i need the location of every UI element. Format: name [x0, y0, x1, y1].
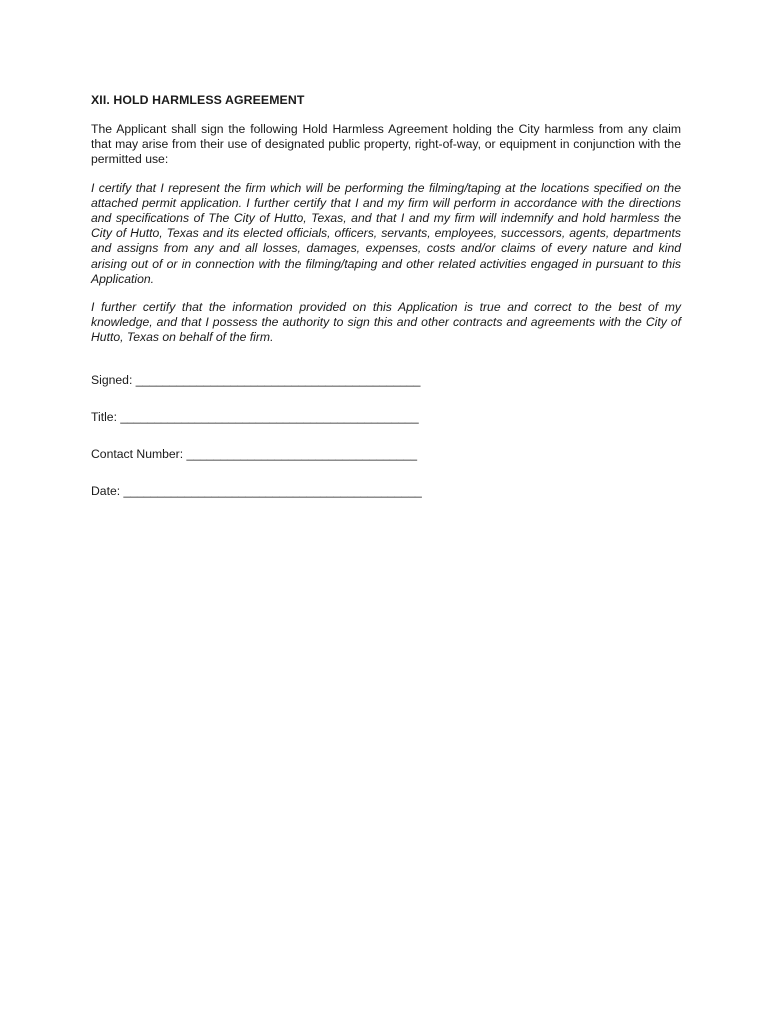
signed-line[interactable]: __________________________________________	[135, 372, 421, 387]
date-label: Date:	[91, 483, 121, 498]
title-field[interactable]	[91, 410, 681, 425]
title-label: Title:	[91, 409, 117, 424]
date-line[interactable]: ____________________________________________	[123, 483, 422, 498]
date-field[interactable]	[91, 484, 681, 499]
hold-harmless-section	[91, 92, 681, 521]
signed-field[interactable]	[91, 373, 681, 388]
certification-paragraph-2: I further certify that the information provided on this Application is true and correct to the best of my knowledge, and that I possess the authority to sign this and other contracts and agreements with the City of Hutto, Texas on behalf of the firm.	[91, 300, 681, 345]
contact-number-field[interactable]	[91, 447, 681, 462]
title-line[interactable]: ____________________________________________	[120, 409, 419, 424]
section-heading: XII. HOLD HARMLESS AGREEMENT	[91, 93, 305, 107]
signed-label: Signed:	[91, 372, 133, 387]
contact-number-line[interactable]: __________________________________	[186, 446, 417, 461]
contact-number-label: Contact Number:	[91, 446, 184, 461]
certification-paragraph-1: I certify that I represent the firm which will be performing the filming/taping at the locations specified on the attached permit application. I further certify that I and my firm will perform in accordance with the directions and specifications of The City of Hutto, Texas, and that I and my firm will indemnify and hold harmless the City of Hutto, Texas and its elected officials, officers, servants, employees, successors, agents, departments and assigns from any and all losses, damages, expenses, costs and/or claims of every nature and kind arising out of or in connection with the filming/taping and other related activities engaged in pursuant to this Application.	[91, 180, 681, 286]
intro-paragraph: The Applicant shall sign the following Hold Harmless Agreement holding the City harmless from any claim that may arise from their use of designated public property, right-of-way, or equipment in conjunction with the permitted use:	[91, 122, 681, 167]
